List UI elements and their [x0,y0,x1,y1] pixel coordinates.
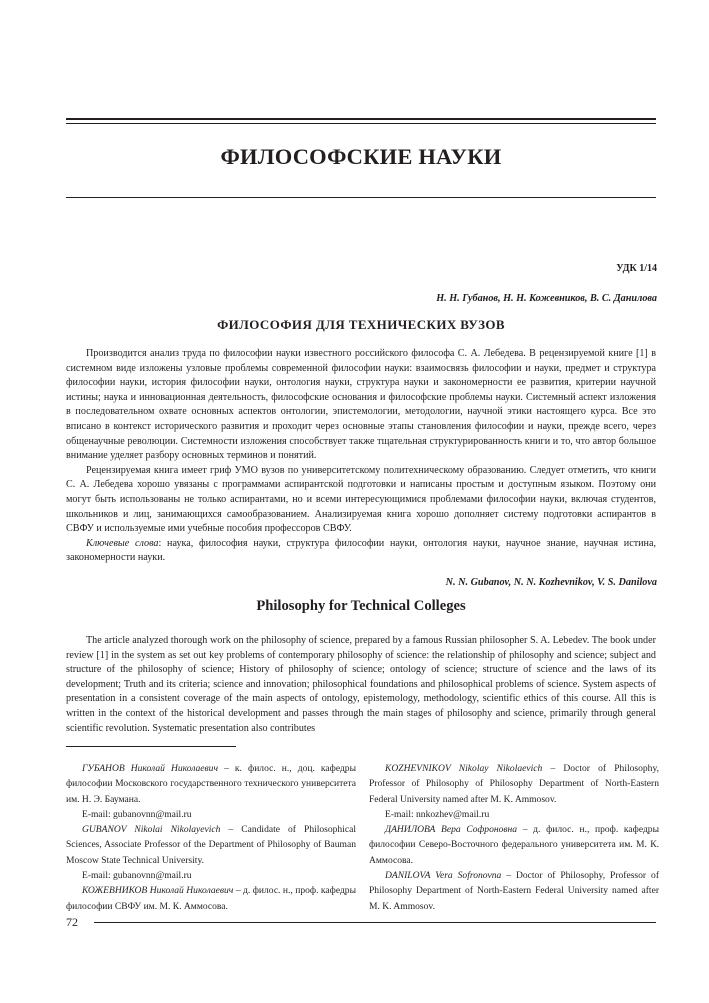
footnote-text: – Doctor of Philosophy, Professor of Philosophy Department of North-Eastern Federal University named after M. K. Ammosov. [369,870,659,912]
footnote-name: KOZHEVNIKOV Nikolay Nikolaevich [385,763,543,774]
footnotes-left [66,761,356,914]
abstract-ru-paragraph-2: Рецензируемая книга имеет гриф УМО вузов по университетскому политехническому образованию. Следует отметить, что книги С. А. Лебедева хорошо увязаны с программами аспирантской подготовки и написаны простым и доступным языком. Поэтому они могут быть использованы не только аспирантами, но и всеми интересующимися проблемами философии науки, включая студентов, школьников и лиц, занимающихся самообразованием. Анализируемая книга хорошо дополняет систему подготовки аспирантов в СВФУ и используемые ими учебные пособия профессоров СВФУ. [66,464,656,535]
udk-code: УДК 1/14 [616,263,657,274]
abstract-en [66,634,656,736]
keywords-ru [66,537,656,566]
footnote-email: E-mail: nnkozhev@mail.ru [385,808,490,820]
footnote-name: ДАНИЛОВА Вера Софроновна [385,824,518,836]
footnote-text: – д. филос. н., проф. кафедры философии Северо-Восточного федерального университета им. М. К. Аммосова. [369,824,659,866]
footnote-name: GUBANOV Nikolai Nikolayevich [82,824,221,836]
footnote-gubanov-en [66,822,356,868]
footer-rule [94,922,656,923]
footnote-gubanov-ru [66,761,356,807]
footnotes-right [369,761,659,914]
footnote-text: – д. филос. н., проф. кафедры философии СВФУ им. М. К. Аммосова. [66,885,356,912]
header-rule-thin [66,123,656,124]
authors-ru: Н. Н. Губанов, Н. Н. Кожевников, В. С. Данилова [436,293,657,304]
footnote-email: E-mail: gubanovnn@mail.ru [82,870,192,882]
authors-en: N. N. Gubanov, N. N. Kozhevnikov, V. S. Danilova [445,577,657,588]
abstract-ru-paragraph-1: Производится анализ труда по философии науки известного российского философа С. А. Лебедева. В рецензируемой книге [1] в системном виде изложены узловые проблемы современной философии науки: взаимосвязь философии и науки, предмет и структура философии науки, история философии науки, онтология науки, структура науки и закономерности ее развития, критерии научной истины; наука и инновационная деятельность, философские основания и философские проблемы науки. Системный аспект изложения в последовательном охвате основных аспектов онтологии, эпистемологии, методологии, научной этики настоящего курса. Все это вписано в контекст исторического развития и проходит через основные этапы становления философии и науки, прежде всего, через общенаучные революции. Системности изложения способствует также тщательная структурированность книги и то, что автор большое внимание уделяет разбору основных терминов и понятий. [66,348,656,462]
keywords-label: Ключевые слова [86,537,159,549]
footnote-name: DANILOVA Vera Sofronovna [385,870,502,882]
footnote-separator [66,746,236,747]
article-title-ru: ФИЛОСОФИЯ ДЛЯ ТЕХНИЧЕСКИХ ВУЗОВ [217,317,505,332]
footnote-text: – Doctor of Philosophy, Professor of Philosophy of Philosophy Department of North-Eastern Federal University named after M. K. Ammosov. [369,763,659,805]
footnote-kozhevnikov-en [369,761,659,807]
footnote-danilova-ru [369,822,659,868]
header-rule-thick [66,118,656,120]
abstract-en-paragraph-1: The article analyzed thorough work on the philosophy of science, prepared by a famous Russian philosopher S. A. Lebedev. The book under review [1] in the system as set out key problems of contemporary philosophy of science: the relationship of philosophy and science; subject and structure of the philosophy of science; History of philosophy of science; ontology of science; structure of science and the laws of its development; Truth and its criteria; science and innovation; philosophical foundations and philosophical problems of science. System aspects of presentation in a consistent coverage of the main aspects of ontology, epistemology, methodology, scientific ethics of this course. All this is written in the context of the historical development and passes through the main stages of philosophy and science, primarily through general scientific revolution. Systematic presentation also contributes [66,635,656,734]
page-number: 72 [66,915,78,929]
footnote-name: КОЖЕВНИКОВ Николай Николаевич [82,885,234,897]
keywords-text: : наука, философия науки, структура философии науки, онтология науки, научное знание, научная истина, закономерности науки. [66,537,656,564]
footnote-email: E-mail: gubanovnn@mail.ru [82,808,192,820]
footnote-name: ГУБАНОВ Николай Николаевич [82,763,219,774]
footnote-text: – к. филос. н., доц. кафедры философии Московского государственного технического университета им. Н. Э. Баумана. [66,763,356,805]
section-title: ФИЛОСОФСКИЕ НАУКИ [220,144,502,169]
article-title-en: Philosophy for Technical Colleges [256,598,466,614]
footnote-danilova-en [369,868,659,914]
section-bottom-rule [66,197,656,198]
footnote-text: – Candidate of Philosophical Sciences, Associate Professor of the Department of Philosophy of Bauman Moscow State Technical University. [66,824,356,866]
footnote-kozhevnikov-ru [66,883,356,914]
abstract-ru [66,347,656,566]
